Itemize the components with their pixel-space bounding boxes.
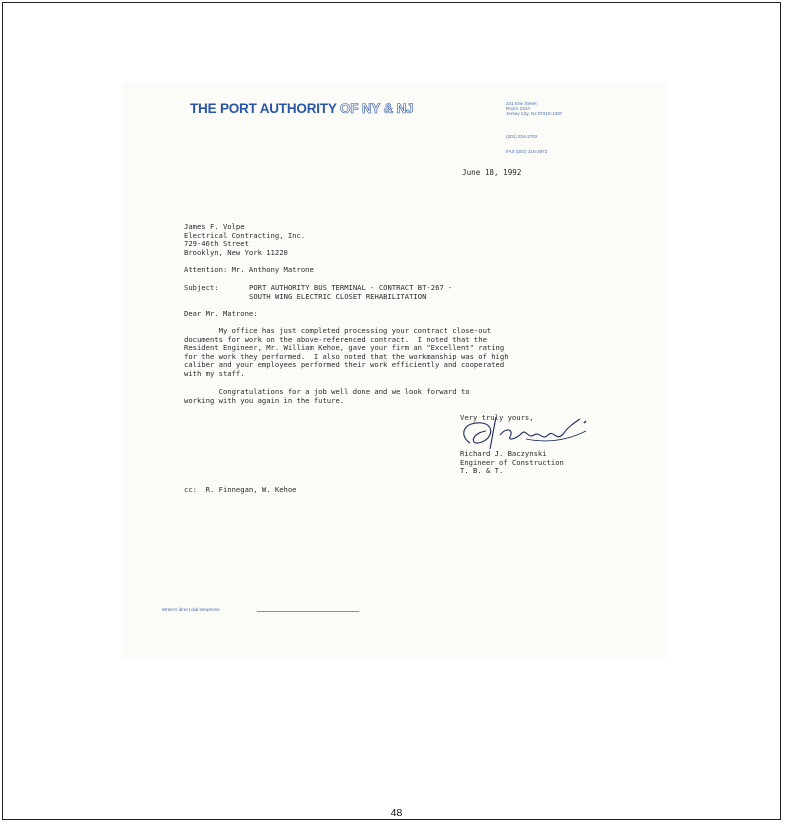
scanned-letter <box>122 83 667 657</box>
org-name: THE PORT AUTHORITY <box>190 101 337 116</box>
org-name-outline: OF NY & NJ <box>339 101 414 116</box>
address-line: Room 234A <box>506 106 531 112</box>
body-line: with my staff. <box>184 369 245 378</box>
signer-title: Engineer of Construction <box>460 457 564 467</box>
subject-label: Subject: <box>184 283 219 292</box>
body-line: Congratulations for a job well done and we look forward to <box>184 387 470 396</box>
closing: Very truly yours, <box>460 413 534 422</box>
recipient-line: James F. Volpe <box>184 222 245 231</box>
letterhead-phone: (201) 216-2702 <box>506 134 538 139</box>
body-line: documents for work on the above-referenced contract. I noted that the <box>184 334 487 344</box>
letterhead-logo <box>190 101 414 116</box>
signer-department: T. B. & T. <box>460 466 504 476</box>
recipient-line: Electrical Contracting, Inc. <box>184 230 306 240</box>
cc-line: cc: R. Finnegan, W. Kehoe <box>184 485 297 494</box>
direct-dial-label: Writer's direct dial telephone <box>162 607 220 612</box>
signature-image <box>456 413 606 453</box>
body-line: My office has just completed processing your contract close-out <box>184 326 492 335</box>
signer-name: Richard J. Baczynski <box>460 449 547 458</box>
letterhead-fax: FAX (201) 216-2972 <box>506 149 548 154</box>
address-line: Jersey City, NJ 07310-1397 <box>506 111 563 117</box>
direct-dial-rule <box>257 611 359 612</box>
recipient-line: Brooklyn, New York 11220 <box>184 247 288 257</box>
page-frame <box>2 2 781 820</box>
body-line: for the work they performed. I also noted that the workmanship was of high <box>184 351 509 361</box>
recipient-line: 729-46th Street <box>184 239 249 249</box>
subject-line: SOUTH WING ELECTRIC CLOSET REHABILITATION <box>249 291 427 301</box>
letter-date: June 18, 1992 <box>462 168 522 177</box>
letterhead-address <box>506 101 562 117</box>
body-line: Resident Engineer, Mr. William Kehoe, gave your firm an "Excellent" rating <box>184 343 505 353</box>
attention-line: Attention: Mr. Anthony Matrone <box>184 265 314 274</box>
body-line: caliber and your employees performed their work efficiently and cooperated <box>184 360 505 370</box>
address-line: 241 Erie Street <box>506 101 537 106</box>
salutation: Dear Mr. Matrone: <box>184 309 258 318</box>
subject-line: PORT AUTHORITY BUS TERMINAL - CONTRACT BT-267 - <box>249 283 453 292</box>
page-number: 48 <box>390 807 403 819</box>
body-line: working with you again in the future. <box>184 395 345 405</box>
